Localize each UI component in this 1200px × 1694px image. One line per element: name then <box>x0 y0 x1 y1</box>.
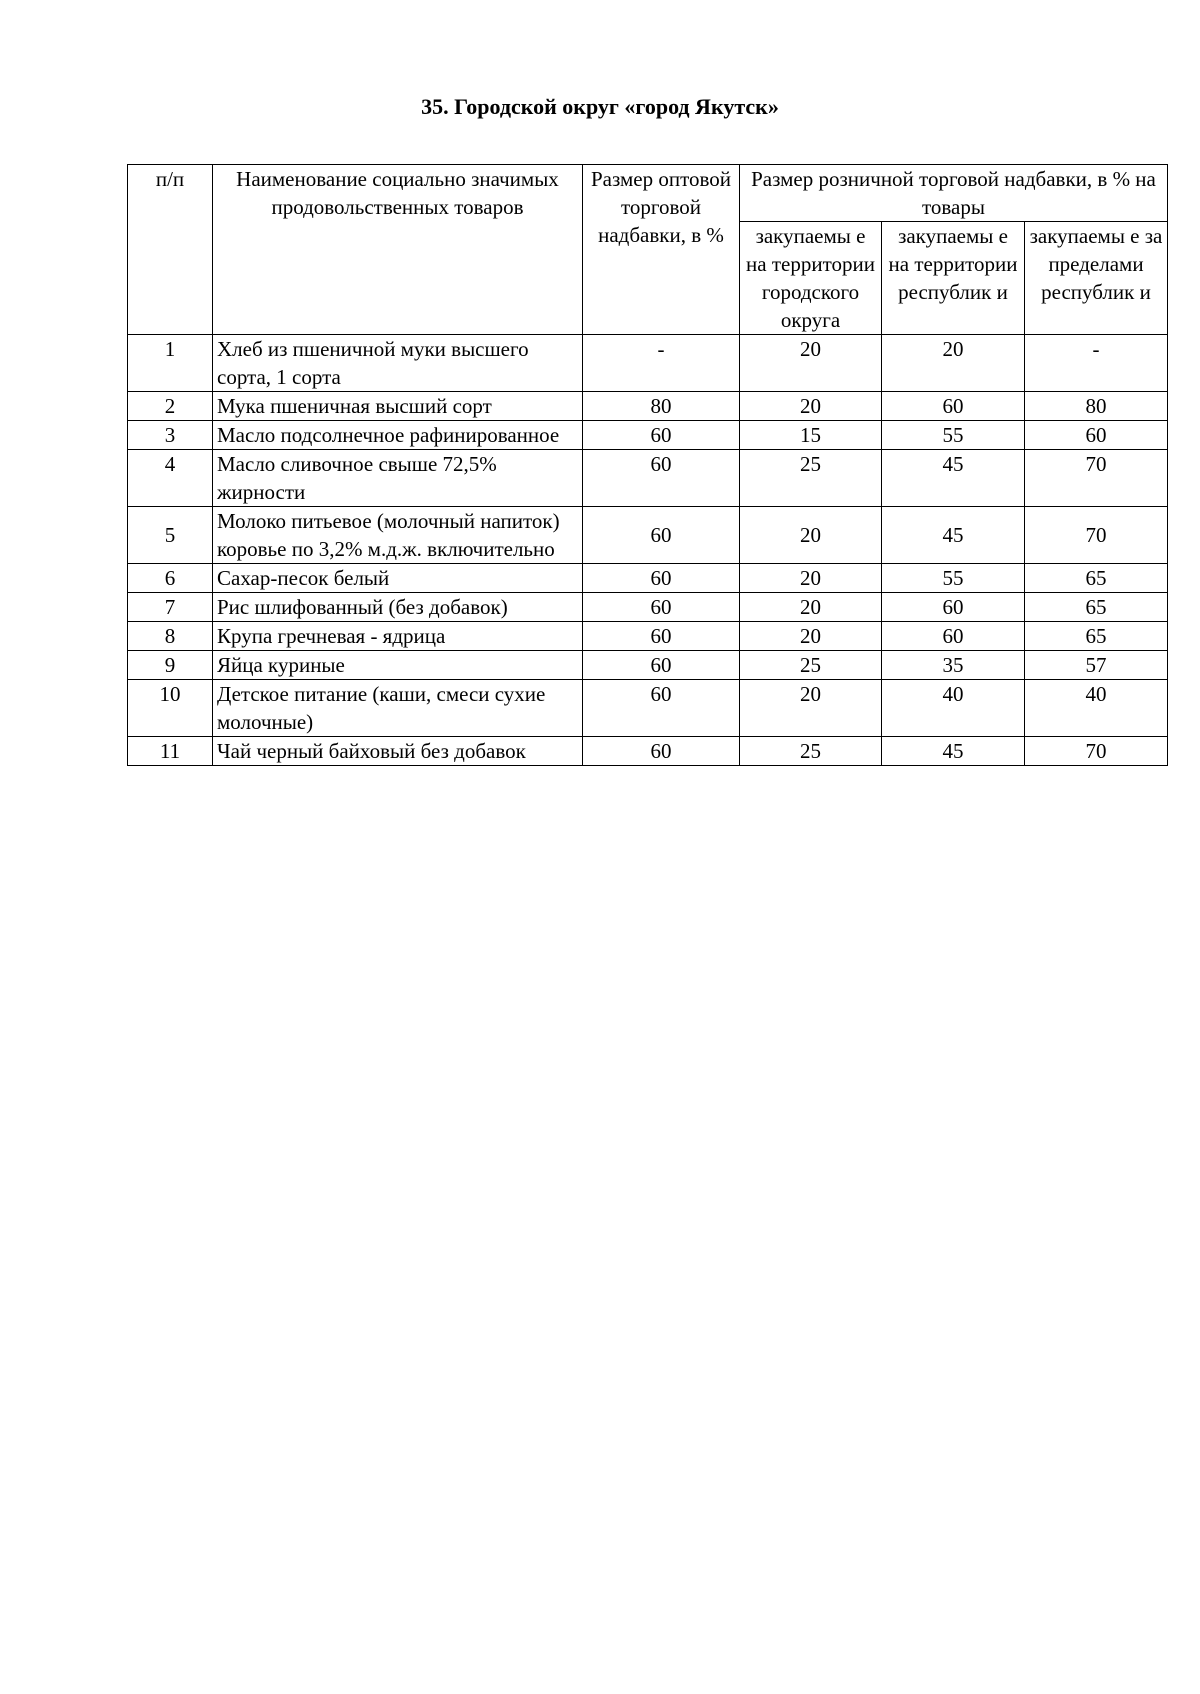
row-num: 3 <box>128 421 213 450</box>
retail-republic-markup: 55 <box>882 421 1025 450</box>
table-row <box>128 564 1168 593</box>
retail-outside-markup: 65 <box>1025 593 1168 622</box>
wholesale-markup: 60 <box>583 737 740 766</box>
wholesale-markup: 60 <box>583 651 740 680</box>
retail-city-markup: 20 <box>740 507 882 564</box>
header-retail-republic: закупаемы е на территории республик и <box>882 222 1025 335</box>
retail-city-markup: 20 <box>740 564 882 593</box>
retail-city-markup: 20 <box>740 680 882 737</box>
row-num: 1 <box>128 335 213 392</box>
header-retail-outside: закупаемы е за пределами республик и <box>1025 222 1168 335</box>
retail-outside-markup: 70 <box>1025 450 1168 507</box>
page-title: 35. Городской округ «город Якутск» <box>421 94 779 119</box>
table-row <box>128 392 1168 421</box>
product-name: Детское питание (каши, смеси сухие молочные) <box>213 680 583 737</box>
retail-city-markup: 15 <box>740 421 882 450</box>
wholesale-markup: 80 <box>583 392 740 421</box>
row-num: 5 <box>128 507 213 564</box>
retail-city-markup: 25 <box>740 450 882 507</box>
retail-republic-markup: 20 <box>882 335 1025 392</box>
product-name: Сахар-песок белый <box>213 564 583 593</box>
retail-republic-markup: 60 <box>882 622 1025 651</box>
header-num: п/п <box>128 165 213 335</box>
retail-outside-markup: 57 <box>1025 651 1168 680</box>
retail-city-markup: 20 <box>740 392 882 421</box>
retail-republic-markup: 45 <box>882 450 1025 507</box>
wholesale-markup: 60 <box>583 593 740 622</box>
retail-city-markup: 20 <box>740 593 882 622</box>
row-num: 10 <box>128 680 213 737</box>
markup-table <box>127 164 1168 766</box>
retail-outside-markup: 65 <box>1025 564 1168 593</box>
retail-outside-markup: 60 <box>1025 421 1168 450</box>
retail-republic-markup: 45 <box>882 737 1025 766</box>
row-num: 7 <box>128 593 213 622</box>
table-row <box>128 507 1168 564</box>
retail-outside-markup: 70 <box>1025 737 1168 766</box>
retail-republic-markup: 35 <box>882 651 1025 680</box>
table-row <box>128 421 1168 450</box>
table-row <box>128 335 1168 392</box>
row-num: 2 <box>128 392 213 421</box>
product-name: Молоко питьевое (молочный напиток) коровье по 3,2% м.д.ж. включительно <box>213 507 583 564</box>
row-num: 8 <box>128 622 213 651</box>
row-num: 6 <box>128 564 213 593</box>
product-name: Масло подсолнечное рафинированное <box>213 421 583 450</box>
product-name: Хлеб из пшеничной муки высшего сорта, 1 сорта <box>213 335 583 392</box>
header-wholesale: Размер оптовой торговой надбавки, в % <box>583 165 740 335</box>
product-name: Чай черный байховый без добавок <box>213 737 583 766</box>
retail-republic-markup: 60 <box>882 392 1025 421</box>
retail-city-markup: 25 <box>740 651 882 680</box>
retail-city-markup: 25 <box>740 737 882 766</box>
product-name: Рис шлифованный (без добавок) <box>213 593 583 622</box>
header-retail-group: Размер розничной торговой надбавки, в % на товары <box>740 165 1168 222</box>
header-name: Наименование социально значимых продовольственных товаров <box>213 165 583 335</box>
wholesale-markup: 60 <box>583 421 740 450</box>
wholesale-markup: 60 <box>583 622 740 651</box>
retail-outside-markup: 70 <box>1025 507 1168 564</box>
retail-republic-markup: 40 <box>882 680 1025 737</box>
wholesale-markup: 60 <box>583 564 740 593</box>
row-num: 11 <box>128 737 213 766</box>
table-row <box>128 737 1168 766</box>
table-row <box>128 450 1168 507</box>
product-name: Масло сливочное свыше 72,5% жирности <box>213 450 583 507</box>
table-row <box>128 593 1168 622</box>
retail-republic-markup: 60 <box>882 593 1025 622</box>
retail-republic-markup: 55 <box>882 564 1025 593</box>
retail-republic-markup: 45 <box>882 507 1025 564</box>
wholesale-markup: - <box>583 335 740 392</box>
row-num: 9 <box>128 651 213 680</box>
table-row <box>128 680 1168 737</box>
table-row <box>128 622 1168 651</box>
wholesale-markup: 60 <box>583 450 740 507</box>
wholesale-markup: 60 <box>583 507 740 564</box>
header-retail-city: закупаемы е на территории городского округа <box>740 222 882 335</box>
product-name: Крупа гречневая - ядрица <box>213 622 583 651</box>
retail-city-markup: 20 <box>740 622 882 651</box>
product-name: Мука пшеничная высший сорт <box>213 392 583 421</box>
retail-outside-markup: 80 <box>1025 392 1168 421</box>
retail-outside-markup: 65 <box>1025 622 1168 651</box>
wholesale-markup: 60 <box>583 680 740 737</box>
product-name: Яйца куриные <box>213 651 583 680</box>
retail-outside-markup: 40 <box>1025 680 1168 737</box>
retail-city-markup: 20 <box>740 335 882 392</box>
table-row <box>128 651 1168 680</box>
retail-outside-markup: - <box>1025 335 1168 392</box>
row-num: 4 <box>128 450 213 507</box>
